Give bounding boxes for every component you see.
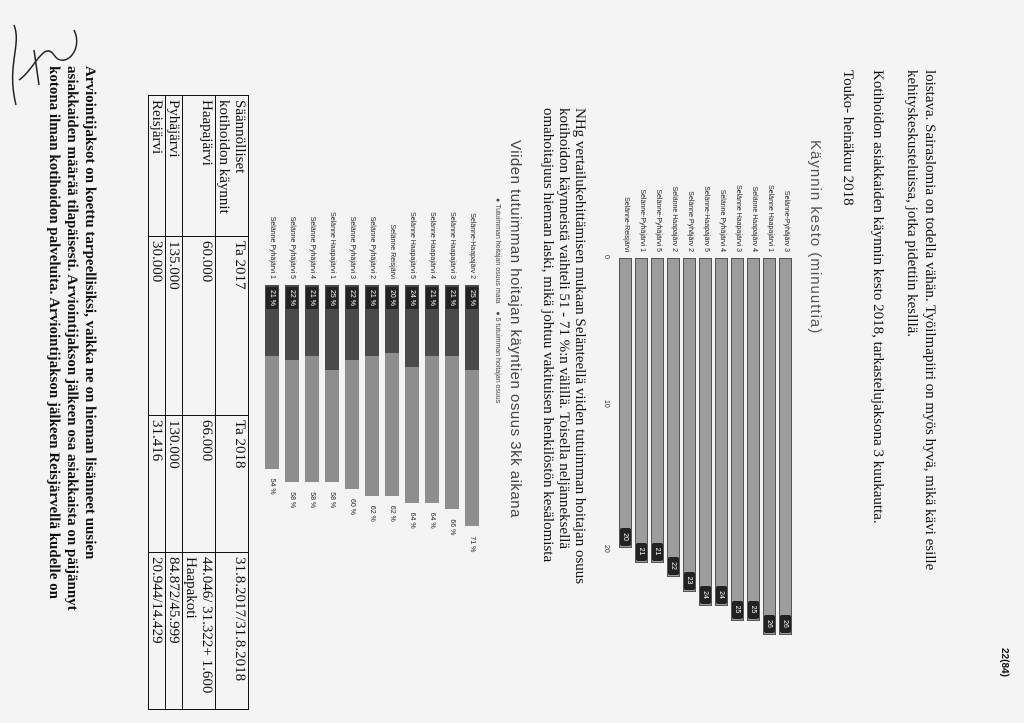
table-header-cell: Säännölliset kotihoidon käynnit bbox=[216, 96, 249, 237]
bar bbox=[731, 258, 744, 621]
tick-label: 20 bbox=[603, 545, 610, 553]
chart-title: Viiden tutuimman hoitajan käyntien osuus 3kk aikana bbox=[507, 140, 524, 518]
data-label: 25 bbox=[732, 601, 743, 619]
section-heading: Kotihoidon asiakkaiden käynnin kesto 2018, tarkastelujaksona 3 kuukautta. bbox=[870, 70, 886, 524]
category-label: Selänne Pyhäjärvi 3 bbox=[349, 216, 356, 279]
category-label: Selänne-Haapajärv 2 bbox=[469, 213, 476, 279]
data-label: 24 bbox=[700, 586, 711, 604]
table-row bbox=[166, 96, 183, 710]
data-label: 22 % bbox=[286, 287, 298, 309]
bar bbox=[747, 258, 760, 621]
data-label: 25 bbox=[748, 601, 759, 619]
category-label: Selänne Haapajärvi 5 bbox=[409, 212, 416, 279]
data-label: 54 % bbox=[269, 478, 276, 495]
handwritten-mark bbox=[4, 20, 24, 110]
category-label: Selänne Haapajärvi 3 bbox=[449, 212, 456, 279]
legend-marker-icon: ● bbox=[494, 311, 501, 316]
table-header-cell: Ta 2018 bbox=[216, 416, 249, 553]
category-label: Selänne Pyhäjärv 2 bbox=[687, 191, 694, 252]
table-cell: 66.000 bbox=[183, 416, 216, 553]
closing-line-1: Arviointijaksot on koettu tarpeellisiksi, vaikka ne on hieman lisänneet uusien bbox=[82, 66, 98, 560]
chart-legend bbox=[494, 198, 501, 403]
data-label: 21 bbox=[652, 543, 663, 561]
table-cell: 130.000 bbox=[166, 416, 183, 553]
data-label: 21 % bbox=[426, 287, 438, 309]
category-label: Selänne Haapajärv 4 bbox=[751, 186, 758, 252]
table-header-cell: 31.8.2017/31.8.2018 bbox=[216, 553, 249, 710]
paragraph-line-2: kotihoidon käynneistä vaihteli 51 - 71 %:n välillä. Toisella neljänneksellä bbox=[556, 108, 572, 550]
data-label: 21 % bbox=[266, 287, 278, 309]
data-label: 25 % bbox=[326, 287, 338, 309]
bar bbox=[779, 258, 792, 635]
category-label: Selänne Pyhäjärvi 4 bbox=[309, 216, 316, 279]
data-label: 22 % bbox=[346, 287, 358, 309]
data-label: 64 % bbox=[409, 512, 416, 529]
data-label: 22 bbox=[668, 557, 679, 575]
category-label: Selänne-Pyhäjärvi 5 bbox=[655, 189, 662, 252]
table-cell: 60.000 bbox=[183, 237, 216, 416]
legend-item-2: 5 tutuimman hoitajan osuus bbox=[494, 317, 501, 404]
category-label: Selänne-Pyhäjärv 3 bbox=[783, 190, 790, 252]
data-label: 21 % bbox=[366, 287, 378, 309]
data-label: 58 % bbox=[289, 492, 296, 509]
table-cell: Reisjärvi bbox=[149, 96, 166, 237]
data-label: 58 % bbox=[329, 492, 336, 509]
table-row bbox=[149, 96, 166, 710]
paragraph-line-3: omahoitajuus hieman laski, mikä johtuu vakituisen henkilöstön kesälomista bbox=[540, 108, 556, 563]
bar bbox=[667, 258, 680, 577]
bar bbox=[635, 258, 648, 563]
data-label: 24 % bbox=[406, 287, 418, 309]
category-label: Selänne Pyhäjärvi 5 bbox=[289, 216, 296, 279]
table-header-row bbox=[216, 96, 249, 710]
table-cell: 20.944/14.429 bbox=[149, 553, 166, 710]
data-label: 62 % bbox=[369, 505, 376, 522]
data-label: 21 bbox=[636, 543, 647, 561]
data-label: 62 % bbox=[389, 505, 396, 522]
category-label: Selänne Pyhäjärvi 2 bbox=[369, 216, 376, 279]
table-cell: Pyhäjärvi bbox=[166, 96, 183, 237]
data-label: 58 % bbox=[309, 492, 316, 509]
section-subheading: Touko- heinäkuu 2018 bbox=[840, 70, 856, 206]
category-label: Selänne-Reisjärvi bbox=[623, 197, 630, 252]
tick-label: 10 bbox=[603, 400, 610, 408]
bar bbox=[715, 258, 728, 606]
category-label: Selänne Haapajärvi 4 bbox=[429, 212, 436, 279]
bar bbox=[763, 258, 776, 635]
table-cell: 135.000 bbox=[166, 237, 183, 416]
data-label: 66 % bbox=[449, 519, 456, 536]
category-label: Selänne Reisjärvi bbox=[389, 224, 396, 279]
table-cell: Haapajärvi bbox=[183, 96, 216, 237]
chart-title: Käynnin kesto (minuuttia) bbox=[807, 140, 824, 335]
category-label: Selänne Haapajärvi 1 bbox=[767, 185, 774, 252]
closing-line-2: asiakkaiden määrää tilapäisesti. Arviointijakson jälkeen osa asiakkaista on päijännyt bbox=[64, 66, 80, 611]
data-label: 20 % bbox=[386, 287, 398, 309]
table-cell: 84.872/45.999 bbox=[166, 553, 183, 710]
data-label: 25 % bbox=[466, 287, 478, 309]
data-label: 26 bbox=[764, 615, 775, 633]
category-label: Selänne-Pyhäjärvi 1 bbox=[639, 189, 646, 252]
data-label: 64 % bbox=[429, 512, 436, 529]
data-label: 24 bbox=[716, 586, 727, 604]
data-label: 21 % bbox=[446, 287, 458, 309]
bar bbox=[699, 258, 712, 606]
data-label: 60 % bbox=[349, 499, 356, 515]
tick-label: 0 bbox=[603, 255, 610, 259]
data-label: 20 bbox=[620, 528, 631, 546]
table-header-cell: Ta 2017 bbox=[216, 237, 249, 416]
page-number: 22(84) bbox=[999, 648, 1010, 677]
bar bbox=[683, 258, 696, 592]
data-label: 21 % bbox=[306, 287, 318, 309]
data-label: 26 bbox=[780, 615, 791, 633]
category-label: Selänne Haapajärvi 3 bbox=[735, 185, 742, 252]
legend-marker-icon: ● bbox=[494, 198, 501, 203]
bar bbox=[619, 258, 632, 548]
table-cell: 44.046/ 31.322+ 1.600 Haapakoti bbox=[183, 553, 216, 710]
intro-line-1: loistava. Sairaslomia on todella vähän. Työilmapiiri on myös hyvä, mikä kävi esille bbox=[922, 70, 938, 571]
table-row bbox=[183, 96, 216, 710]
category-label: Selänne Pyhäjärvi 1 bbox=[269, 216, 276, 279]
intro-line-2: kehityskeskusteluissa, jotka pidettiin keslllä. bbox=[904, 70, 920, 338]
table-cell: 31.416 bbox=[149, 416, 166, 553]
table-cell: 30.000 bbox=[149, 237, 166, 416]
category-label: Selänne Haapajärv 2 bbox=[671, 186, 678, 252]
data-label: 23 bbox=[684, 572, 695, 590]
data-label: 71 % bbox=[469, 536, 476, 553]
legend-item-1: Tutuimman hoitajan osuus mata bbox=[494, 204, 501, 304]
category-label: Selänne Haapajärvi 1 bbox=[329, 212, 336, 279]
bar bbox=[651, 258, 664, 563]
paragraph-line-1: NHg vertailukehittämisen mukaan Selänteellä viiden tutuimman hoitajan osuus bbox=[572, 108, 588, 585]
visits-table bbox=[148, 95, 249, 710]
category-label: Selänne Pyhäjärvi 4 bbox=[719, 189, 726, 252]
category-label: Selänne-Haapajärv 5 bbox=[703, 186, 710, 252]
closing-line-3: kotona ilman kotihoidon palveluita. Arviointijakson jälkeen Reisjärvellä kudelle on bbox=[46, 66, 62, 599]
